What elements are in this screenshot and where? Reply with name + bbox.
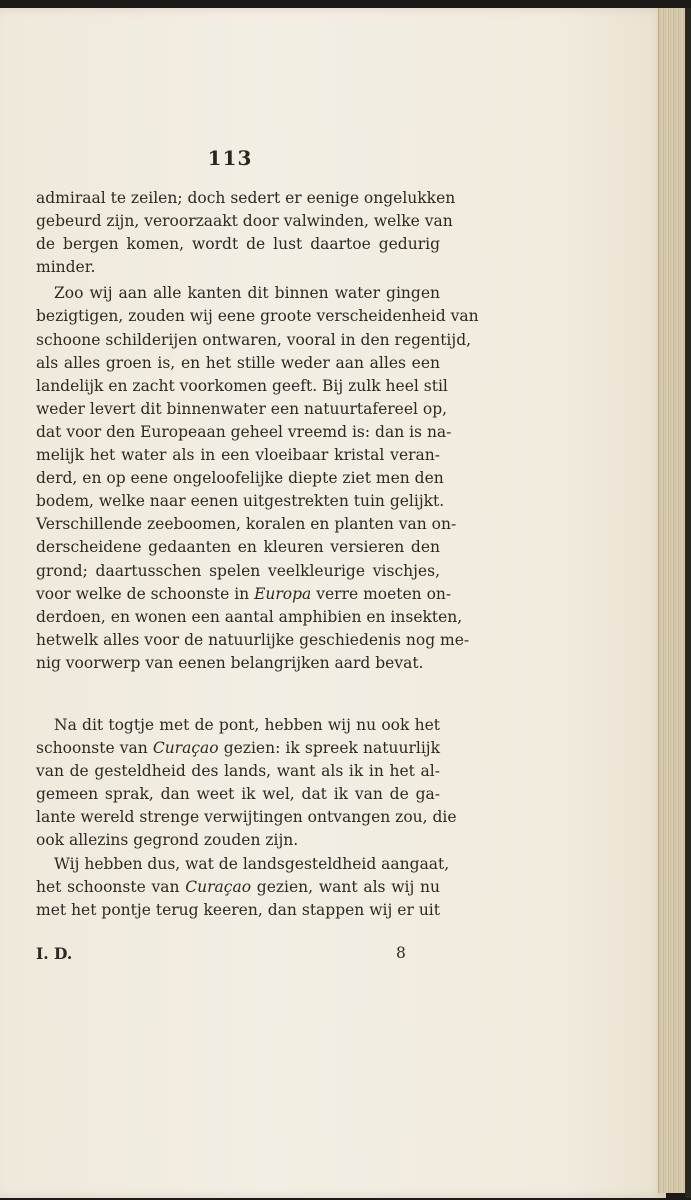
text-line: gebeurd zijn, veroorzaakt door valwinden, welke van — [36, 212, 453, 231]
text-line: derd, en op eene ongeloofelijke diepte ziet men den — [36, 469, 444, 488]
text-line: met het pontje terug keeren, dan stappen wij er uit — [36, 900, 440, 919]
page-edges — [658, 8, 685, 1193]
text-line: landelijk en zacht voorkomen geeft. Bij zulk heel stil — [36, 376, 448, 395]
page-number: 113 — [207, 146, 253, 170]
text-line: minder. — [36, 258, 96, 277]
text-line: gemeen sprak, dan weet ik wel, dat ik van de ga- — [36, 785, 440, 804]
text-line: als alles groen is, en het stille weder aan alles een — [36, 353, 440, 372]
text-line: derscheidene gedaanten en kleuren versieren den — [36, 538, 440, 557]
text-line: het schoonste van Curaçao gezien, want als wij nu — [36, 877, 441, 896]
sheet-number: 8 — [396, 944, 406, 962]
text-line: nig voorwerp van eenen belangrijken aard bevat. — [36, 653, 424, 672]
text-line: bezigtigen, zouden wij eene groote verscheidenheid van — [36, 307, 479, 326]
italic-place-name: Curaçao — [185, 877, 252, 896]
italic-place-name: Curaçao — [152, 739, 219, 758]
text-line: admiraal te zeilen; doch sedert er eenige ongelukken — [36, 189, 456, 207]
text-line: schoone schilderijen ontwaren, vooral in den regentijd, — [36, 330, 472, 349]
paragraph-block-2 — [36, 714, 457, 922]
text-line: Wij hebben dus, wat de landsgesteldheid aangaat, — [54, 854, 450, 873]
signature-mark: I. D. — [36, 944, 73, 963]
italic-place-name: Europa — [254, 584, 312, 603]
text-line: dat voor den Europeaan geheel vreemd is: dan is na- — [36, 422, 452, 441]
text-line: bodem, welke naar eenen uitgestrekten tuin gelijkt. — [36, 492, 445, 511]
text-line: de bergen komen, wordt de lust daartoe gedurig — [36, 235, 440, 254]
text-line: schoonste van Curaçao gezien: ik spreek natuurlijk — [36, 739, 440, 758]
text-line: grond; daartusschen spelen veelkleurige vischjes, — [36, 561, 440, 580]
paragraph-block-1 — [36, 187, 479, 675]
text-line: Zoo wij aan alle kanten dit binnen water gingen — [54, 284, 440, 303]
text-line: melijk het water als in een vloeibaar kristal veran- — [36, 446, 440, 465]
text-line: weder levert dit binnenwater een natuurtafereel op, — [36, 399, 448, 418]
text-line: ook allezins gegrond zouden zijn. — [36, 831, 299, 850]
text-line: voor welke de schoonste in Europa verre moeten on- — [36, 584, 452, 603]
text-line: hetwelk alles voor de natuurlijke geschiedenis nog me- — [36, 630, 470, 649]
text-line: lante wereld strenge verwijtingen ontvangen zou, die — [36, 808, 457, 827]
text-line: Verschillende zeeboomen, koralen en planten van on- — [36, 515, 457, 534]
text-line: derdoen, en wonen een aantal amphibien en insekten, — [36, 607, 463, 626]
text-line: van de gesteldheid des lands, want als ik in het al- — [36, 762, 440, 781]
text-line: Na dit togtje met de pont, hebben wij nu ook het — [54, 716, 440, 734]
page-edge-shadow — [685, 8, 691, 1198]
